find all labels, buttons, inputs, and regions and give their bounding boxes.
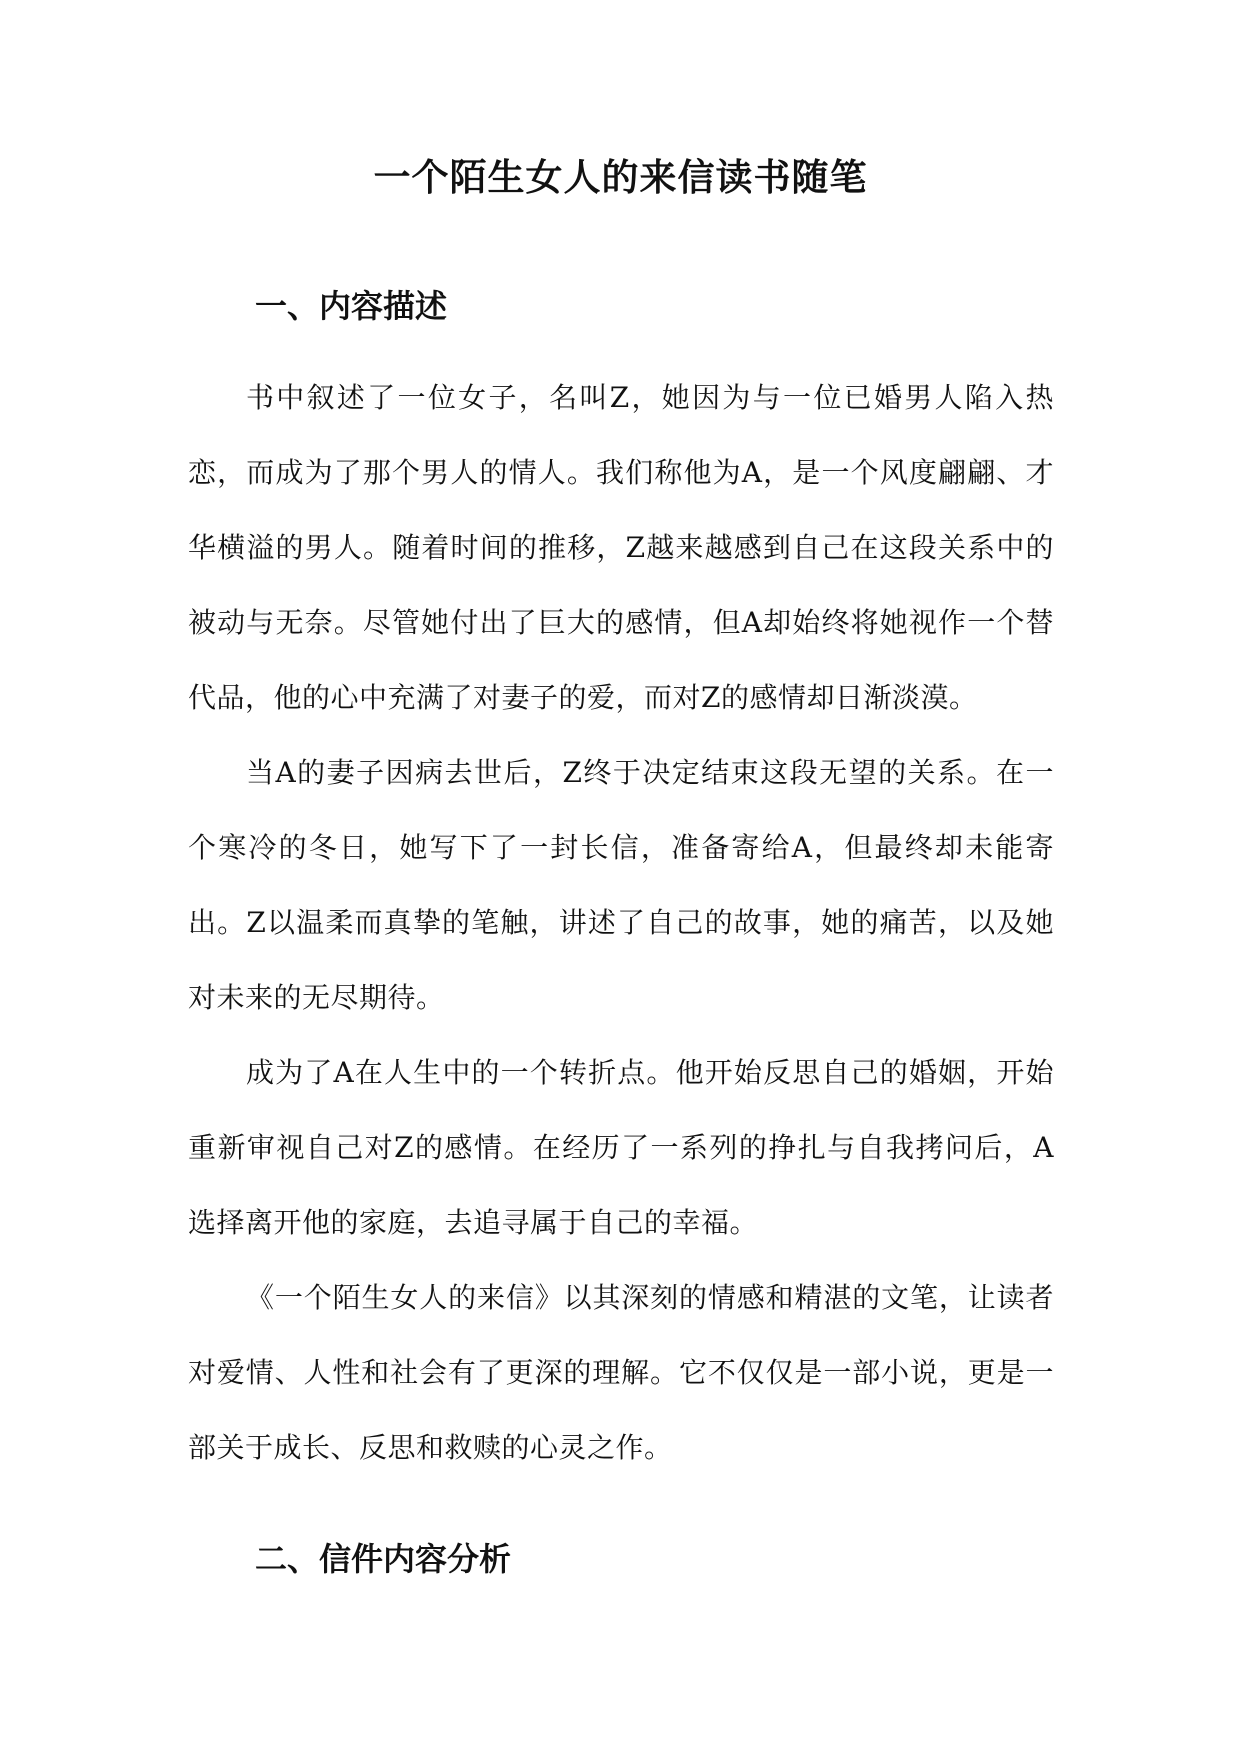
body-paragraph: 书中叙述了一位女子，名叫Z，她因为与一位已婚男人陷入热恋，而成为了那个男人的情人。我们称他为A，是一个风度翩翩、才华横溢的男人。随着时间的推移，Z越来越感到自己在这段关系中的被动与无奈。尽管她付出了巨大的感情，但A却始终将她视作一个替代品，他的心中充满了对妻子的爱，而对Z的感情却日渐淡漠。 [188, 381, 1054, 714]
body-paragraph: 《一个陌生女人的来信》以其深刻的情感和精湛的文笔，让读者对爱情、人性和社会有了更深的理解。它不仅仅是一部小说，更是一部关于成长、反思和救赎的心灵之作。 [188, 1281, 1054, 1464]
body-paragraph: 当A的妻子因病去世后，Z终于决定结束这段无望的关系。在一个寒冷的冬日，她写下了一封长信，准备寄给A，但最终却未能寄出。Z以温柔而真挚的笔触，讲述了自己的故事，她的痛苦，以及她对未来的无尽期待。 [188, 756, 1054, 1014]
section-heading-content-description: 一、内容描述 [255, 287, 448, 325]
section-heading-letter-analysis: 二、信件内容分析 [255, 1540, 512, 1578]
document-title: 一个陌生女人的来信读书随笔 [373, 156, 868, 199]
section-body [188, 360, 1054, 1485]
body-paragraph: 成为了A在人生中的一个转折点。他开始反思自己的婚姻，开始重新审视自己对Z的感情。在经历了一系列的挣扎与自我拷问后，A选择离开他的家庭，去追寻属于自己的幸福。 [188, 1056, 1054, 1239]
